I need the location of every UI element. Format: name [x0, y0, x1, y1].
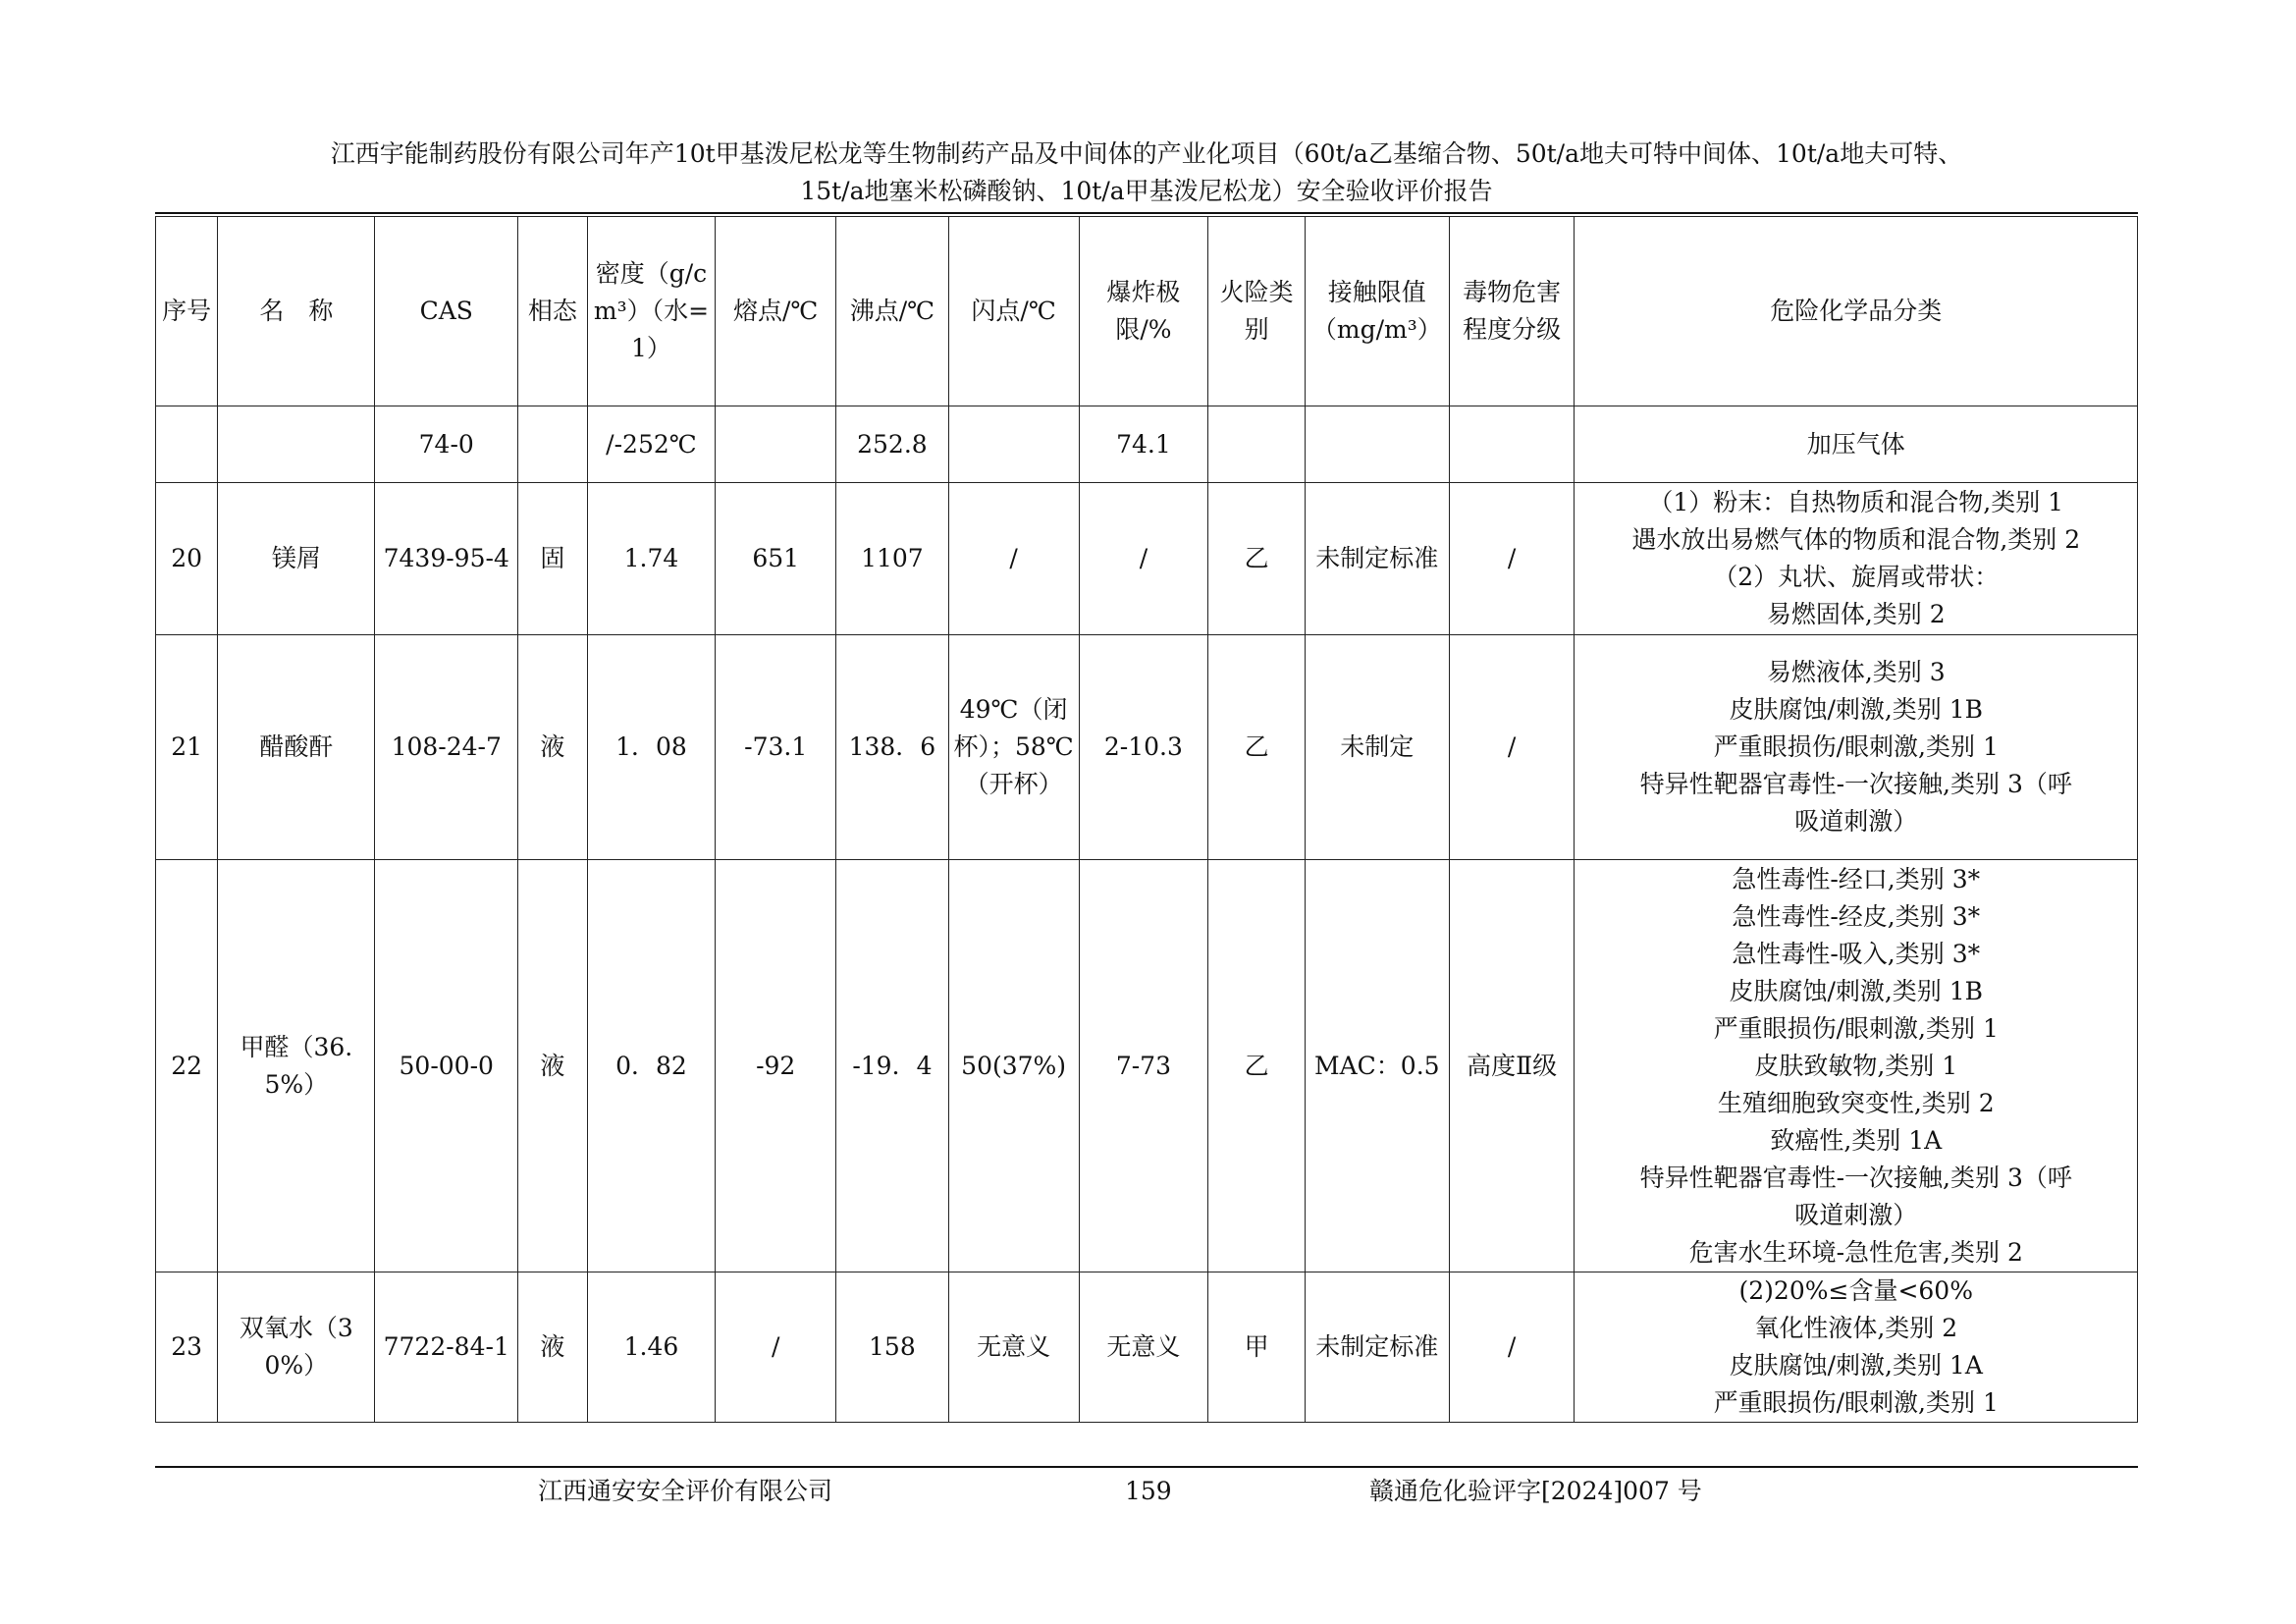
footer-doc-code: 赣通危化验评字[2024]007 号	[1369, 1477, 1702, 1505]
cell-fire: 乙	[1208, 860, 1306, 1272]
cell-limit: 未制定	[1305, 635, 1449, 860]
header-cell-limit: 接触限值（mg/m³）	[1305, 217, 1449, 406]
cell-fp: /	[948, 483, 1079, 635]
cell-no: 22	[156, 860, 218, 1272]
hazard-line: 急性毒性-经口,类别 3*	[1732, 864, 1981, 893]
hazard-line: 特异性靶器官毒性-一次接触,类别 3（呼	[1639, 1163, 2072, 1192]
header-cell-no: 序号	[156, 217, 218, 406]
cell-fire	[1208, 406, 1306, 483]
cell-density: 1．08	[587, 635, 716, 860]
cell-phase: 液	[518, 635, 587, 860]
table-header-row	[156, 217, 2138, 406]
header-cell-cas: CAS	[375, 217, 518, 406]
cell-bp: 1107	[836, 483, 949, 635]
header-cell-phase: 相态	[518, 217, 587, 406]
hazard-line: 皮肤腐蚀/刺激,类别 1B	[1729, 976, 1984, 1005]
footer-page-number: 159	[1125, 1477, 1172, 1505]
cell-haz	[1575, 483, 2138, 635]
cell-fire: 甲	[1208, 1272, 1306, 1423]
cell-tox	[1449, 406, 1575, 483]
hazard-line: （1）粉末：自热物质和混合物,类别 1	[1648, 488, 2064, 516]
cell-phase: 液	[518, 1272, 587, 1423]
cell-fire: 乙	[1208, 635, 1306, 860]
hazard-line: 易燃固体,类别 2	[1766, 600, 1946, 628]
footer-rule	[155, 1466, 2138, 1468]
cell-fire: 乙	[1208, 483, 1306, 635]
cell-bp: 158	[836, 1272, 949, 1423]
cell-el: 7-73	[1079, 860, 1208, 1272]
cell-el: /	[1079, 483, 1208, 635]
hazard-line: 急性毒性-经皮,类别 3*	[1732, 901, 1981, 931]
hazard-line: 严重眼损伤/眼刺激,类别 1	[1713, 732, 1999, 761]
cell-cas: 7722-84-1	[375, 1272, 518, 1423]
hazard-line: 皮肤致敏物,类别 1	[1754, 1051, 1958, 1080]
cell-el: 2-10.3	[1079, 635, 1208, 860]
cell-mp: -73.1	[716, 635, 836, 860]
cell-mp: 651	[716, 483, 836, 635]
hazard-line: 皮肤腐蚀/刺激,类别 1A	[1729, 1351, 1983, 1380]
cell-no: 21	[156, 635, 218, 860]
hazard-line: 吸道刺激）	[1794, 807, 1918, 836]
cell-el: 74.1	[1079, 406, 1208, 483]
hazard-line: 生殖细胞致突变性,类别 2	[1717, 1088, 1995, 1117]
cell-no	[156, 406, 218, 483]
hazard-line: (2)20%≤含量<60%	[1738, 1276, 1973, 1305]
table-row	[156, 635, 2138, 860]
cell-fp	[948, 406, 1079, 483]
cell-haz	[1575, 406, 2138, 483]
cell-limit: 未制定标准	[1305, 1272, 1449, 1423]
cell-bp: -19．4	[836, 860, 949, 1272]
cell-el: 无意义	[1079, 1272, 1208, 1423]
table-row	[156, 1272, 2138, 1423]
cell-haz	[1575, 860, 2138, 1272]
header-cell-density: 密度（g/cm³）（水=1）	[587, 217, 716, 406]
hazard-line: 致癌性,类别 1A	[1770, 1125, 1943, 1155]
cell-tox: /	[1449, 1272, 1575, 1423]
cell-fp: 50(37%)	[948, 860, 1079, 1272]
cell-fp: 无意义	[948, 1272, 1079, 1423]
cell-limit: MAC：0.5	[1305, 860, 1449, 1272]
cell-cas: 108-24-7	[375, 635, 518, 860]
cell-name: 镁屑	[218, 483, 375, 635]
cell-limit: 未制定标准	[1305, 483, 1449, 635]
cell-limit	[1305, 406, 1449, 483]
header-cell-mp: 熔点/℃	[716, 217, 836, 406]
header-rule	[155, 212, 2138, 214]
cell-haz	[1575, 635, 2138, 860]
cell-no: 20	[156, 483, 218, 635]
header-cell-tox: 毒物危害程度分级	[1449, 217, 1575, 406]
cell-density: 1.74	[587, 483, 716, 635]
header-cell-el: 爆炸极限/%	[1079, 217, 1208, 406]
header-line-1: 江西宇能制药股份有限公司年产10t甲基泼尼松龙等生物制药产品及中间体的产业化项目（60t/a乙基缩合物、50t/a地夫可特中间体、10t/a地夫可特、	[330, 139, 1963, 168]
cell-density: 0．82	[587, 860, 716, 1272]
hazardous-chemicals-table	[155, 216, 2138, 1423]
hazard-line: 吸道刺激）	[1794, 1200, 1918, 1229]
cell-haz	[1575, 1272, 2138, 1423]
cell-mp	[716, 406, 836, 483]
header-cell-haz: 危险化学品分类	[1575, 217, 2138, 406]
hazard-line: 氧化性液体,类别 2	[1754, 1314, 1958, 1342]
hazard-line: 皮肤腐蚀/刺激,类别 1B	[1729, 695, 1984, 724]
header-cell-name: 名 称	[218, 217, 375, 406]
cell-phase	[518, 406, 587, 483]
cell-mp: /	[716, 1272, 836, 1423]
table-row	[156, 860, 2138, 1272]
cell-bp: 138．6	[836, 635, 949, 860]
cell-bp: 252.8	[836, 406, 949, 483]
cell-density: 1.46	[587, 1272, 716, 1423]
table-row	[156, 483, 2138, 635]
report-header	[155, 135, 2138, 210]
cell-cas: 50-00-0	[375, 860, 518, 1272]
cell-name: 甲醛（36.5%）	[218, 860, 375, 1272]
header-cell-bp: 沸点/℃	[836, 217, 949, 406]
header-line-2: 15t/a地塞米松磷酸钠、10t/a甲基泼尼松龙）安全验收评价报告	[800, 177, 1493, 205]
hazard-line: （2）丸状、旋屑或带状：	[1713, 563, 2000, 591]
hazard-line: 严重眼损伤/眼刺激,类别 1	[1713, 1388, 1999, 1417]
table-row	[156, 406, 2138, 483]
hazard-line: 特异性靶器官毒性-一次接触,类别 3（呼	[1639, 770, 2072, 798]
hazard-line: 严重眼损伤/眼刺激,类别 1	[1713, 1013, 1999, 1043]
cell-mp: -92	[716, 860, 836, 1272]
cell-phase: 固	[518, 483, 587, 635]
hazard-line: 加压气体	[1806, 429, 1905, 459]
cell-name: 醋酸酐	[218, 635, 375, 860]
hazard-line: 急性毒性-吸入,类别 3*	[1732, 939, 1981, 968]
hazard-line: 易燃液体,类别 3	[1766, 658, 1946, 686]
cell-cas: 74-0	[375, 406, 518, 483]
cell-no: 23	[156, 1272, 218, 1423]
header-cell-fp: 闪点/℃	[948, 217, 1079, 406]
cell-name: 双氧水（30%）	[218, 1272, 375, 1423]
cell-name	[218, 406, 375, 483]
hazard-line: 遇水放出易燃气体的物质和混合物,类别 2	[1631, 525, 2081, 554]
cell-phase: 液	[518, 860, 587, 1272]
cell-cas: 7439-95-4	[375, 483, 518, 635]
cell-fp: 49℃（闭杯）；58℃（开杯）	[948, 635, 1079, 860]
cell-tox: /	[1449, 483, 1575, 635]
cell-tox: /	[1449, 635, 1575, 860]
hazard-line: 危害水生环境-急性危害,类别 2	[1688, 1237, 2023, 1267]
header-cell-fire: 火险类别	[1208, 217, 1306, 406]
cell-density: /-252℃	[587, 406, 716, 483]
cell-tox: 高度Ⅱ级	[1449, 860, 1575, 1272]
footer-company: 江西通安安全评价有限公司	[538, 1477, 833, 1505]
